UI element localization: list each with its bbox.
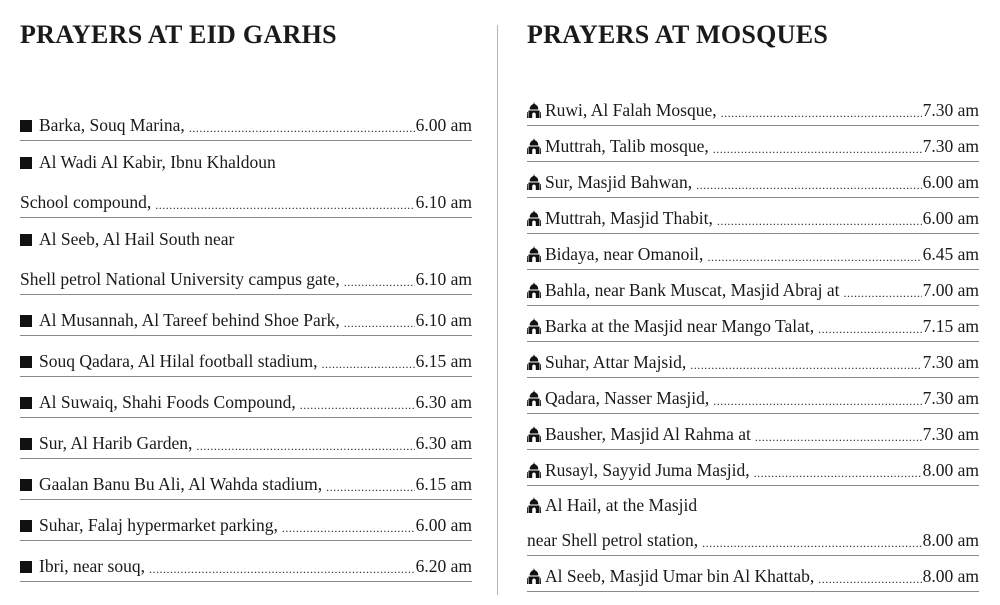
list-item bbox=[527, 450, 979, 486]
dot-leader bbox=[690, 358, 921, 372]
dot-leader bbox=[196, 439, 414, 453]
prayer-time: 6.30 am bbox=[415, 392, 472, 412]
prayer-time: 8.00 am bbox=[922, 530, 979, 550]
location-text: Ruwi, Al Falah Mosque, bbox=[545, 100, 717, 120]
list-item-line bbox=[527, 378, 979, 413]
location-text: Muttrah, Talib mosque, bbox=[545, 136, 709, 156]
square-bullet-icon bbox=[20, 315, 32, 327]
square-bullet-icon bbox=[20, 520, 32, 532]
square-bullet-icon bbox=[20, 561, 32, 573]
prayer-time: 6.00 am bbox=[415, 115, 472, 135]
dot-leader bbox=[189, 121, 415, 135]
square-bullet-icon bbox=[20, 479, 32, 491]
list-item bbox=[527, 234, 979, 270]
location-text: Barka, Souq Marina, bbox=[39, 115, 185, 135]
dot-leader bbox=[818, 322, 921, 336]
list-item bbox=[20, 377, 472, 418]
list-item bbox=[20, 459, 472, 500]
mosque-icon bbox=[527, 138, 541, 154]
location-text: Bausher, Masjid Al Rahma at bbox=[545, 424, 751, 444]
dot-leader bbox=[702, 536, 922, 550]
mosque-icon bbox=[527, 354, 541, 370]
list-item-line bbox=[20, 218, 472, 254]
list-item-line bbox=[20, 141, 472, 177]
prayer-time: 6.00 am bbox=[922, 208, 979, 228]
list-item bbox=[20, 100, 472, 141]
dot-leader bbox=[755, 430, 922, 444]
dot-leader bbox=[300, 398, 415, 412]
dot-leader bbox=[282, 521, 415, 535]
location-text: Qadara, Nasser Masjid, bbox=[545, 388, 710, 408]
location-text: Sur, Al Harib Garden, bbox=[39, 433, 193, 453]
mosques-list bbox=[527, 90, 979, 592]
dot-leader bbox=[713, 142, 922, 156]
mosque-icon bbox=[527, 282, 541, 298]
location-text: near Shell petrol station, bbox=[527, 530, 699, 550]
list-item bbox=[527, 378, 979, 414]
dot-leader bbox=[344, 316, 415, 330]
square-bullet-icon bbox=[20, 397, 32, 409]
mosque-icon bbox=[527, 174, 541, 190]
dot-leader bbox=[707, 250, 921, 264]
prayer-time: 6.20 am bbox=[415, 556, 472, 576]
prayer-time: 7.15 am bbox=[922, 316, 979, 336]
list-item bbox=[527, 162, 979, 198]
mosque-icon bbox=[527, 568, 541, 584]
list-item bbox=[20, 500, 472, 541]
location-text: Al Hail, at the Masjid bbox=[545, 495, 698, 515]
list-item-line bbox=[20, 500, 472, 540]
prayer-time: 6.10 am bbox=[415, 310, 472, 330]
eid-garhs-title: PRAYERS AT EID GARHS bbox=[20, 20, 337, 49]
list-item bbox=[527, 342, 979, 378]
location-text: Muttrah, Masjid Thabit, bbox=[545, 208, 713, 228]
dot-leader bbox=[322, 357, 415, 371]
list-item bbox=[527, 270, 979, 306]
list-item bbox=[20, 541, 472, 582]
location-text: Barka at the Masjid near Mango Talat, bbox=[545, 316, 815, 336]
prayer-time: 6.00 am bbox=[922, 172, 979, 192]
mosque-icon bbox=[527, 497, 541, 513]
location-text: Gaalan Banu Bu Ali, Al Wahda stadium, bbox=[39, 474, 323, 494]
list-item bbox=[527, 306, 979, 342]
list-item-line bbox=[20, 418, 472, 458]
list-item-line bbox=[20, 100, 472, 140]
list-item bbox=[20, 141, 472, 218]
list-item-line bbox=[527, 486, 979, 520]
prayer-time: 6.10 am bbox=[415, 269, 472, 289]
list-item-line bbox=[527, 90, 979, 125]
prayer-time: 6.15 am bbox=[415, 474, 472, 494]
list-item bbox=[527, 198, 979, 234]
square-bullet-icon bbox=[20, 234, 32, 246]
mosque-icon bbox=[527, 210, 541, 226]
location-text: Bidaya, near Omanoil, bbox=[545, 244, 704, 264]
list-item bbox=[527, 126, 979, 162]
list-item-line bbox=[527, 162, 979, 197]
column-divider bbox=[497, 25, 498, 595]
dot-leader bbox=[721, 106, 922, 120]
square-bullet-icon bbox=[20, 157, 32, 169]
square-bullet-icon bbox=[20, 438, 32, 450]
list-item-line bbox=[527, 414, 979, 449]
list-item bbox=[20, 336, 472, 377]
list-item bbox=[20, 295, 472, 336]
mosque-icon bbox=[527, 426, 541, 442]
location-text: Shell petrol National University campus gate, bbox=[20, 269, 340, 289]
prayer-time: 8.00 am bbox=[922, 566, 979, 586]
list-item-line bbox=[20, 254, 472, 294]
list-item-line bbox=[20, 295, 472, 335]
prayer-time: 6.30 am bbox=[415, 433, 472, 453]
dot-leader bbox=[844, 286, 922, 300]
location-text: Sur, Masjid Bahwan, bbox=[545, 172, 693, 192]
list-item-line bbox=[20, 459, 472, 499]
list-item-line bbox=[20, 336, 472, 376]
prayer-time: 6.15 am bbox=[415, 351, 472, 371]
location-text: Al Musannah, Al Tareef behind Shoe Park, bbox=[39, 310, 340, 330]
dot-leader bbox=[326, 480, 415, 494]
list-item-line bbox=[527, 306, 979, 341]
location-text: Rusayl, Sayyid Juma Masjid, bbox=[545, 460, 750, 480]
dot-leader bbox=[754, 466, 922, 480]
dot-leader bbox=[696, 178, 922, 192]
location-text: Ibri, near souq, bbox=[39, 556, 145, 576]
location-text: Souq Qadara, Al Hilal football stadium, bbox=[39, 351, 318, 371]
location-text: Al Suwaiq, Shahi Foods Compound, bbox=[39, 392, 296, 412]
prayer-time: 7.30 am bbox=[922, 352, 979, 372]
prayer-time: 6.00 am bbox=[415, 515, 472, 535]
list-item-line bbox=[527, 342, 979, 377]
dot-leader bbox=[713, 394, 921, 408]
prayer-time: 7.30 am bbox=[922, 388, 979, 408]
prayer-time: 7.30 am bbox=[922, 100, 979, 120]
list-item-line bbox=[527, 520, 979, 555]
mosques-title: PRAYERS AT MOSQUES bbox=[527, 20, 829, 49]
list-item-line bbox=[527, 126, 979, 161]
dot-leader bbox=[344, 275, 415, 289]
prayer-time: 6.45 am bbox=[922, 244, 979, 264]
prayer-time: 7.00 am bbox=[922, 280, 979, 300]
dot-leader bbox=[155, 198, 414, 212]
location-text: Al Seeb, Al Hail South near bbox=[39, 229, 235, 249]
square-bullet-icon bbox=[20, 356, 32, 368]
list-item-line bbox=[527, 270, 979, 305]
list-item-line bbox=[527, 556, 979, 591]
location-text: Al Seeb, Masjid Umar bin Al Khattab, bbox=[545, 566, 815, 586]
prayer-time: 7.30 am bbox=[922, 424, 979, 444]
location-text: School compound, bbox=[20, 192, 152, 212]
location-text: Bahla, near Bank Muscat, Masjid Abraj at bbox=[545, 280, 840, 300]
prayer-time: 6.10 am bbox=[415, 192, 472, 212]
mosque-icon bbox=[527, 102, 541, 118]
location-text: Suhar, Falaj hypermarket parking, bbox=[39, 515, 278, 535]
eid-garhs-list bbox=[20, 100, 472, 582]
list-item bbox=[527, 414, 979, 450]
list-item-line bbox=[20, 541, 472, 581]
list-item-line bbox=[527, 234, 979, 269]
location-text: Al Wadi Al Kabir, Ibnu Khaldoun bbox=[39, 152, 276, 172]
dot-leader bbox=[717, 214, 922, 228]
list-item bbox=[20, 418, 472, 459]
list-item bbox=[527, 486, 979, 556]
mosque-icon bbox=[527, 246, 541, 262]
square-bullet-icon bbox=[20, 120, 32, 132]
mosque-icon bbox=[527, 318, 541, 334]
dot-leader bbox=[149, 562, 415, 576]
list-item-line bbox=[20, 177, 472, 217]
list-item-line bbox=[20, 377, 472, 417]
prayer-time: 7.30 am bbox=[922, 136, 979, 156]
list-item bbox=[20, 218, 472, 295]
list-item bbox=[527, 90, 979, 126]
location-text: Suhar, Attar Majsid, bbox=[545, 352, 687, 372]
list-item bbox=[527, 556, 979, 592]
prayer-time: 8.00 am bbox=[922, 460, 979, 480]
dot-leader bbox=[818, 572, 921, 586]
list-item-line bbox=[527, 450, 979, 485]
list-item-line bbox=[527, 198, 979, 233]
mosque-icon bbox=[527, 462, 541, 478]
mosque-icon bbox=[527, 390, 541, 406]
